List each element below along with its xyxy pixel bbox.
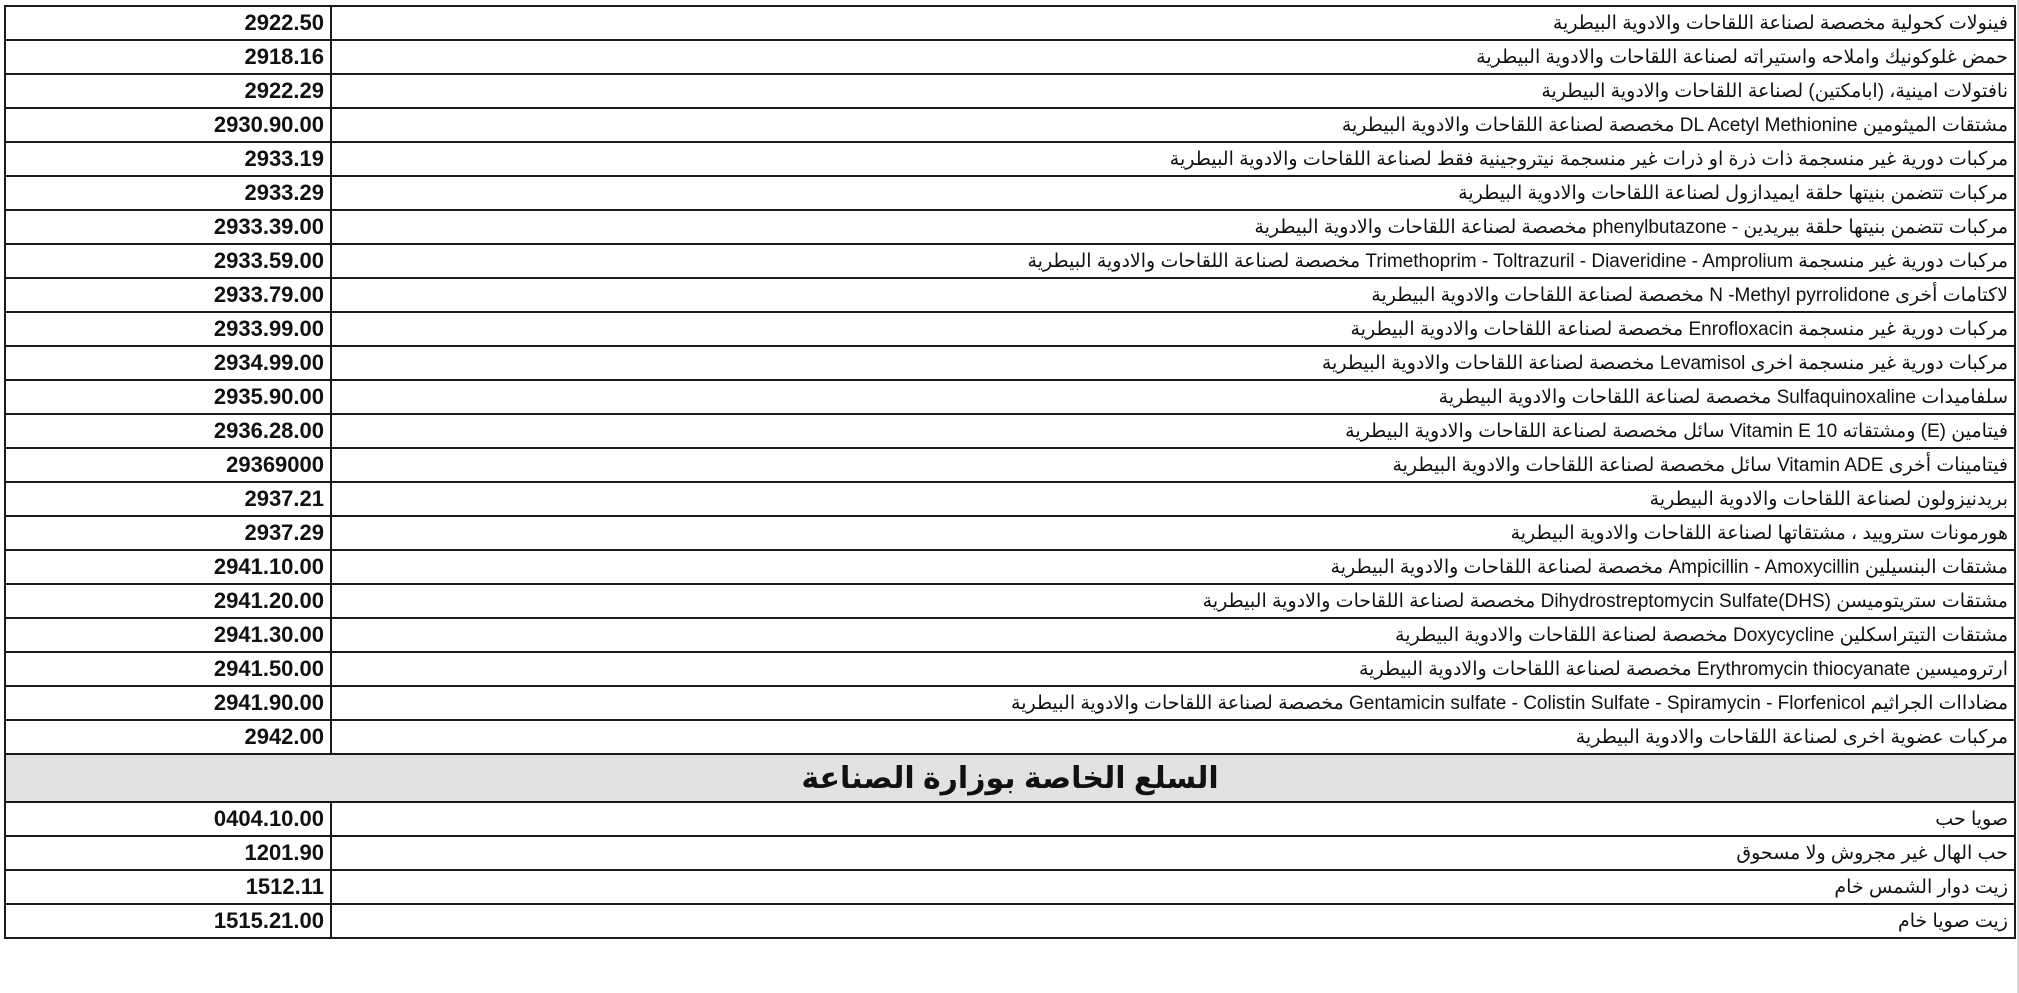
product-description-cell: مشتقات ستريتوميسن (DHS)Dihydrostreptomycin Sulfate مخصصة لصناعة اللقاحات والادوية البيطرية (331, 584, 2015, 618)
hs-code-cell: 2941.20.00 (5, 584, 331, 618)
product-description-cell: مركبات دورية غير منسجمة اخرى Levamisol مخصصة لصناعة اللقاحات والادوية البيطرية (331, 346, 2015, 380)
product-description-cell: مركبات عضوية اخرى لصناعة اللقاحات والادوية البيطرية (331, 720, 2015, 754)
table-row (5, 482, 2015, 516)
product-description-cell: مركبات تتضمن بنيتها حلقة بيريدين - phenylbutazone مخصصة لصناعة اللقاحات والادوية البيطرية (331, 210, 2015, 244)
hs-code-cell: 1512.11 (5, 870, 331, 904)
table-row (5, 870, 2015, 904)
table-row (5, 210, 2015, 244)
product-description-cell: فيتامين (E) ومشتقاته Vitamin E 10 سائل مخصصة لصناعة اللقاحات والادوية البيطرية (331, 414, 2015, 448)
product-description-cell: زيت صويا خام (331, 904, 2015, 938)
table-row (5, 414, 2015, 448)
product-description-cell: فينولات كحولية مخصصة لصناعة اللقاحات والادوية البيطرية (331, 6, 2015, 40)
table-row (5, 720, 2015, 754)
hs-code-cell: 2933.79.00 (5, 278, 331, 312)
table-row (5, 836, 2015, 870)
product-description-cell: مشتقات التيتراسكلين Doxycycline مخصصة لصناعة اللقاحات والادوية البيطرية (331, 618, 2015, 652)
tariff-table (4, 5, 2016, 939)
hs-code-cell: 2933.29 (5, 176, 331, 210)
table-row (5, 802, 2015, 836)
product-description-cell: مضاداات الجراثيم Gentamicin sulfate - Colistin Sulfate - Spiramycin - Florfenicol مخصصة لصناعة اللقاحات والادوية البيطرية (331, 686, 2015, 720)
table-row (5, 108, 2015, 142)
table-row (5, 380, 2015, 414)
tariff-sheet (0, 5, 2019, 939)
table-row (5, 652, 2015, 686)
industry-products-group (5, 802, 2015, 938)
hs-code-cell: 2935.90.00 (5, 380, 331, 414)
hs-code-cell: 2941.90.00 (5, 686, 331, 720)
vet-products-group (5, 6, 2015, 754)
product-description-cell: مشتقات البنسيلين Ampicillin - Amoxycillin مخصصة لصناعة اللقاحات والادوية البيطرية (331, 550, 2015, 584)
table-row (5, 904, 2015, 938)
product-description-cell: فيتامينات أخرى Vitamin ADE سائل مخصصة لصناعة اللقاحات والادوية البيطرية (331, 448, 2015, 482)
product-description-cell: لاكتامات أخرى N -Methyl pyrrolidone مخصصة لصناعة اللقاحات والادوية البيطرية (331, 278, 2015, 312)
hs-code-cell: 2937.29 (5, 516, 331, 550)
product-description-cell: سلفاميدات Sulfaquinoxaline مخصصة لصناعة اللقاحات والادوية البيطرية (331, 380, 2015, 414)
hs-code-cell: 0404.10.00 (5, 802, 331, 836)
product-description-cell: بريدنيزولون لصناعة اللقاحات والادوية البيطرية (331, 482, 2015, 516)
product-description-cell: مركبات تتضمن بنيتها حلقة ايميدازول لصناعة اللقاحات والادوية البيطرية (331, 176, 2015, 210)
product-description-cell: زيت دوار الشمس خام (331, 870, 2015, 904)
product-description-cell: نافتولات امينية، (ابامكتين) لصناعة اللقاحات والادوية البيطرية (331, 74, 2015, 108)
hs-code-cell: 2922.29 (5, 74, 331, 108)
product-description-cell: ارترومیسين Erythromycin thiocyanate مخصصة لصناعة اللقاحات والادوية البيطرية (331, 652, 2015, 686)
table-row (5, 686, 2015, 720)
hs-code-cell: 2933.39.00 (5, 210, 331, 244)
table-row (5, 346, 2015, 380)
hs-code-cell: 2942.00 (5, 720, 331, 754)
table-row (5, 6, 2015, 40)
table-row (5, 516, 2015, 550)
product-description-cell: حب الهال غير مجروش ولا مسحوق (331, 836, 2015, 870)
hs-code-cell: 2934.99.00 (5, 346, 331, 380)
section-row (5, 754, 2015, 802)
hs-code-cell: 2941.50.00 (5, 652, 331, 686)
hs-code-cell: 2933.19 (5, 142, 331, 176)
hs-code-cell: 2936.28.00 (5, 414, 331, 448)
table-row (5, 176, 2015, 210)
hs-code-cell: 2941.10.00 (5, 550, 331, 584)
hs-code-cell: 2933.99.00 (5, 312, 331, 346)
table-row (5, 550, 2015, 584)
table-row (5, 142, 2015, 176)
hs-code-cell: 2933.59.00 (5, 244, 331, 278)
section-header-group (5, 754, 2015, 802)
product-description-cell: مركبات دورية غير منسجمة ذات ذرة او ذرات غير منسجمة نيتروجينية فقط لصناعة اللقاحات والادوية البيطرية (331, 142, 2015, 176)
hs-code-cell: 1201.90 (5, 836, 331, 870)
table-row (5, 244, 2015, 278)
hs-code-cell: 2918.16 (5, 40, 331, 74)
product-description-cell: صويا حب (331, 802, 2015, 836)
hs-code-cell: 2937.21 (5, 482, 331, 516)
product-description-cell: هورمونات ستروييد ، مشتقاتها لصناعة اللقاحات والادوية البيطرية (331, 516, 2015, 550)
hs-code-cell: 2941.30.00 (5, 618, 331, 652)
hs-code-cell: 29369000 (5, 448, 331, 482)
product-description-cell: مركبات دورية غير منسجمة Enrofloxacin مخصصة لصناعة اللقاحات والادوية البيطرية (331, 312, 2015, 346)
table-row (5, 584, 2015, 618)
table-row (5, 278, 2015, 312)
hs-code-cell: 2930.90.00 (5, 108, 331, 142)
table-row (5, 618, 2015, 652)
product-description-cell: مركبات دورية غير منسجمة Trimethoprim - Toltrazuril - Diaveridine - Amprolium مخصصة لصناعة اللقاحات والادوية البيطرية (331, 244, 2015, 278)
table-row (5, 74, 2015, 108)
table-row (5, 40, 2015, 74)
table-row (5, 448, 2015, 482)
section-title: السلع الخاصة بوزارة الصناعة (5, 754, 2015, 802)
hs-code-cell: 1515.21.00 (5, 904, 331, 938)
table-row (5, 312, 2015, 346)
product-description-cell: مشتقات الميثومين DL Acetyl Methionine مخصصة لصناعة اللقاحات والادوية البيطرية (331, 108, 2015, 142)
hs-code-cell: 2922.50 (5, 6, 331, 40)
product-description-cell: حمض غلوكونيك واملاحه واستيراته لصناعة اللقاحات والادوية البيطرية (331, 40, 2015, 74)
